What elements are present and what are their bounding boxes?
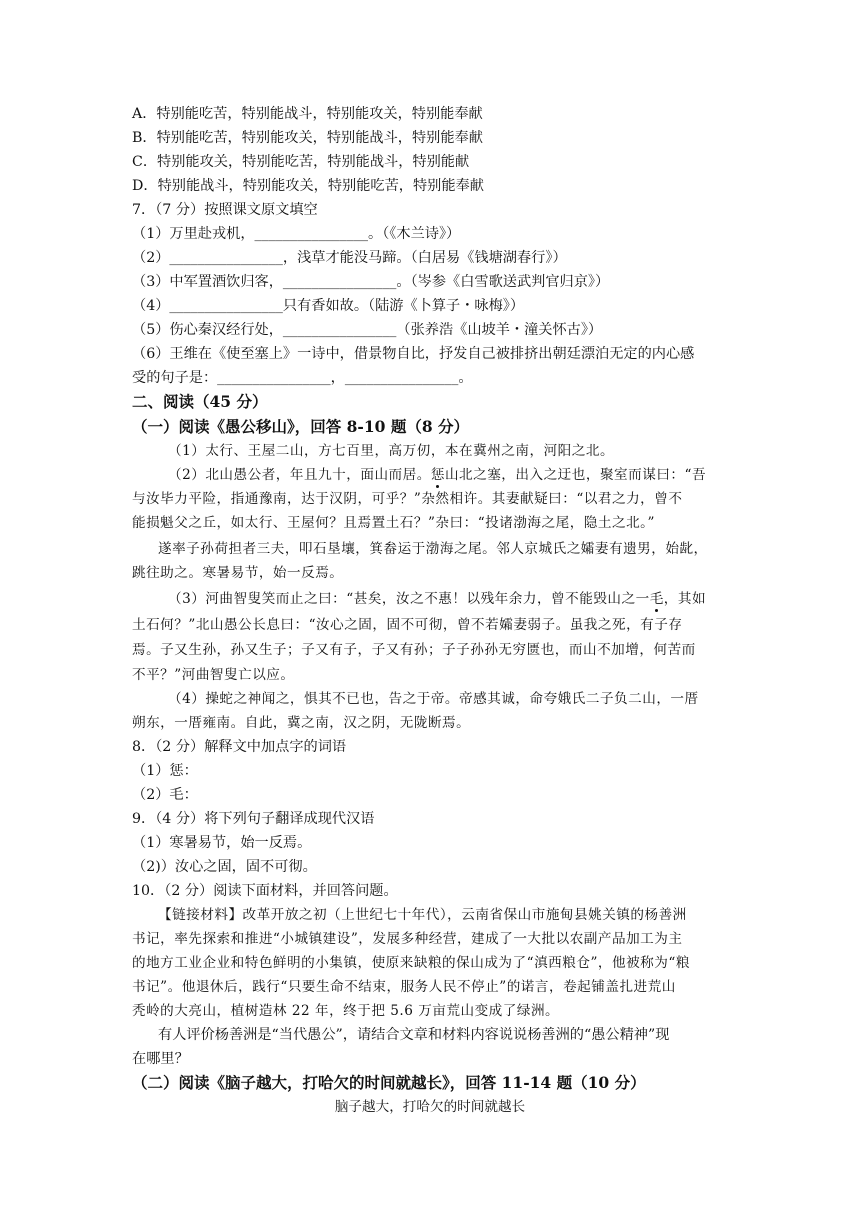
q8-item: （2）毛：	[132, 787, 198, 803]
section-title: 二、阅读（45 分）	[132, 392, 268, 411]
dotted-char-mao: 毛	[649, 591, 664, 607]
q7-title: 7．（7 分）按照课文原文填空	[132, 202, 318, 218]
q7-item: （3）中军置酒饮归客，________________。（岑参《白雪歌送武判官归京》）	[132, 274, 610, 290]
passage-line: 朔东，一厝雍南。自此，冀之南，汉之阴，无陇断焉。	[132, 715, 471, 731]
material-line: 的地方工业企业和特色鲜明的小集镇，使原来缺粮的保山成为了“滇西粮仓”，他被称为“粮	[132, 955, 690, 971]
passage-paragraph: （4）操蛇之神闻之，惧其不已也，告之于帝。帝感其诚，命夸娥氏二子负二山，一厝	[168, 691, 699, 707]
part2-title: （二）阅读《脑子越大，打哈欠的时间就越长》，回答 11-14 题（10 分）	[132, 1073, 646, 1092]
option-c: C．特别能攻关，特别能吃苦，特别能战斗，特别能献	[132, 154, 470, 170]
q9-item: （1）寒暑易节，始一反焉。	[132, 835, 312, 851]
dotted-char-cheng: 惩	[430, 467, 445, 483]
option-d: D．特别能战斗，特别能攻关，特别能吃苦，特别能奉献	[132, 178, 484, 194]
option-a: A．特别能吃苦，特别能战斗，特别能攻关，特别能奉献	[132, 106, 483, 122]
q7-item: （6）王维在《使至塞上》一诗中，借景物自比，抒发自己被排挤出朝廷漂泊无定的内心感	[132, 346, 695, 362]
material-line: 【链接材料】改革开放之初（上世纪七十年代），云南省保山市施甸县姚关镇的杨善洲	[158, 907, 687, 923]
passage-paragraph: （3）河曲智叟笑而止之曰：“甚矣，汝之不惠！以残年余力，曾不能毁山之一毛，其如	[168, 591, 707, 607]
material-line: 书记，率先探索和推进“小城镇建设”，发展多种经营，建成了一大批以农副产品加工为主	[132, 931, 683, 947]
passage-line: 能损魁父之丘，如太行、王屋何？且焉置土石？”杂曰：“投诸渤海之尾，隐土之北。”	[132, 515, 655, 531]
material-line: 书记”。他退休后，践行“只要生命不结束，服务人民不停止”的诺言，卷起铺盖扎进荒山	[132, 979, 676, 995]
passage-paragraph: （1）太行、王屋二山，方七百里，高万仞，本在冀州之南，河阳之北。	[168, 443, 615, 459]
passage-line: 跳往助之。寒暑易节，始一反焉。	[132, 565, 344, 581]
q7-item: （2）________________，浅草才能没马蹄。（白居易《钱塘湖春行》）	[132, 250, 567, 266]
q7-item: （1）万里赴戎机，________________。（《木兰诗》）	[132, 226, 461, 242]
option-b: B．特别能吃苦，特别能攻关，特别能战斗，特别能奉献	[132, 130, 483, 146]
q8-title: 8．（2 分）解释文中加点字的词语	[132, 739, 347, 755]
q9-item: （2)）汝心之固，固不可彻。	[132, 859, 317, 875]
passage-line: 焉。子又生孙，孙又生子；子又有子，子又有孙；子子孙孙无穷匮也，而山不加增，何苦而	[132, 642, 696, 658]
q10-question: 在哪里？	[132, 1051, 189, 1067]
q8-item: （1）惩：	[132, 763, 198, 779]
q7-item: （4）________________只有香如故。（陆游《卜算子・咏梅》）	[132, 298, 525, 314]
q9-title: 9．（4 分）将下列句子翻译成现代汉语	[132, 811, 375, 827]
material-line: 秃岭的大亮山，植树造林 22 年，终于把 5.6 万亩荒山变成了绿洲。	[132, 1003, 560, 1019]
q7-item: （5）伤心秦汉经行处，________________（张养浩《山坡羊・潼关怀古》）	[132, 322, 603, 338]
passage-line: 遂率子孙荷担者三夫，叩石垦壤，箕畚运于渤海之尾。邻人京城氏之孀妻有遗男，始龀，	[158, 541, 708, 557]
passage-line: 不平？”河曲智叟亡以应。	[132, 667, 295, 683]
passage-line: 土石何？”北山愚公长息曰：“汝心之固，固不可彻，曾不若孀妻弱子。虽我之死，有子存	[132, 617, 683, 633]
q7-item: 受的句子是：________________，________________。	[132, 370, 473, 386]
part1-title: （一）阅读《愚公移山》，回答 8-10 题（8 分）	[132, 417, 470, 436]
q10-question: 有人评价杨善洲是“当代愚公”，请结合文章和材料内容说说杨善洲的“愚公精神”现	[158, 1027, 670, 1043]
passage-line: 与汝毕力平险，指通豫南，达于汉阴，可乎？”杂然相许。其妻献疑曰：“以君之力，曾不	[132, 491, 683, 507]
part2-subtitle: 脑子越大，打哈欠的时间就越长	[334, 1099, 526, 1115]
passage-paragraph: （2）北山愚公者，年且九十，面山而居。惩山北之塞，出入之迂也，聚室而谋曰：“吾	[168, 467, 707, 483]
q10-title: 10．（2 分）阅读下面材料，并回答问题。	[132, 883, 398, 899]
